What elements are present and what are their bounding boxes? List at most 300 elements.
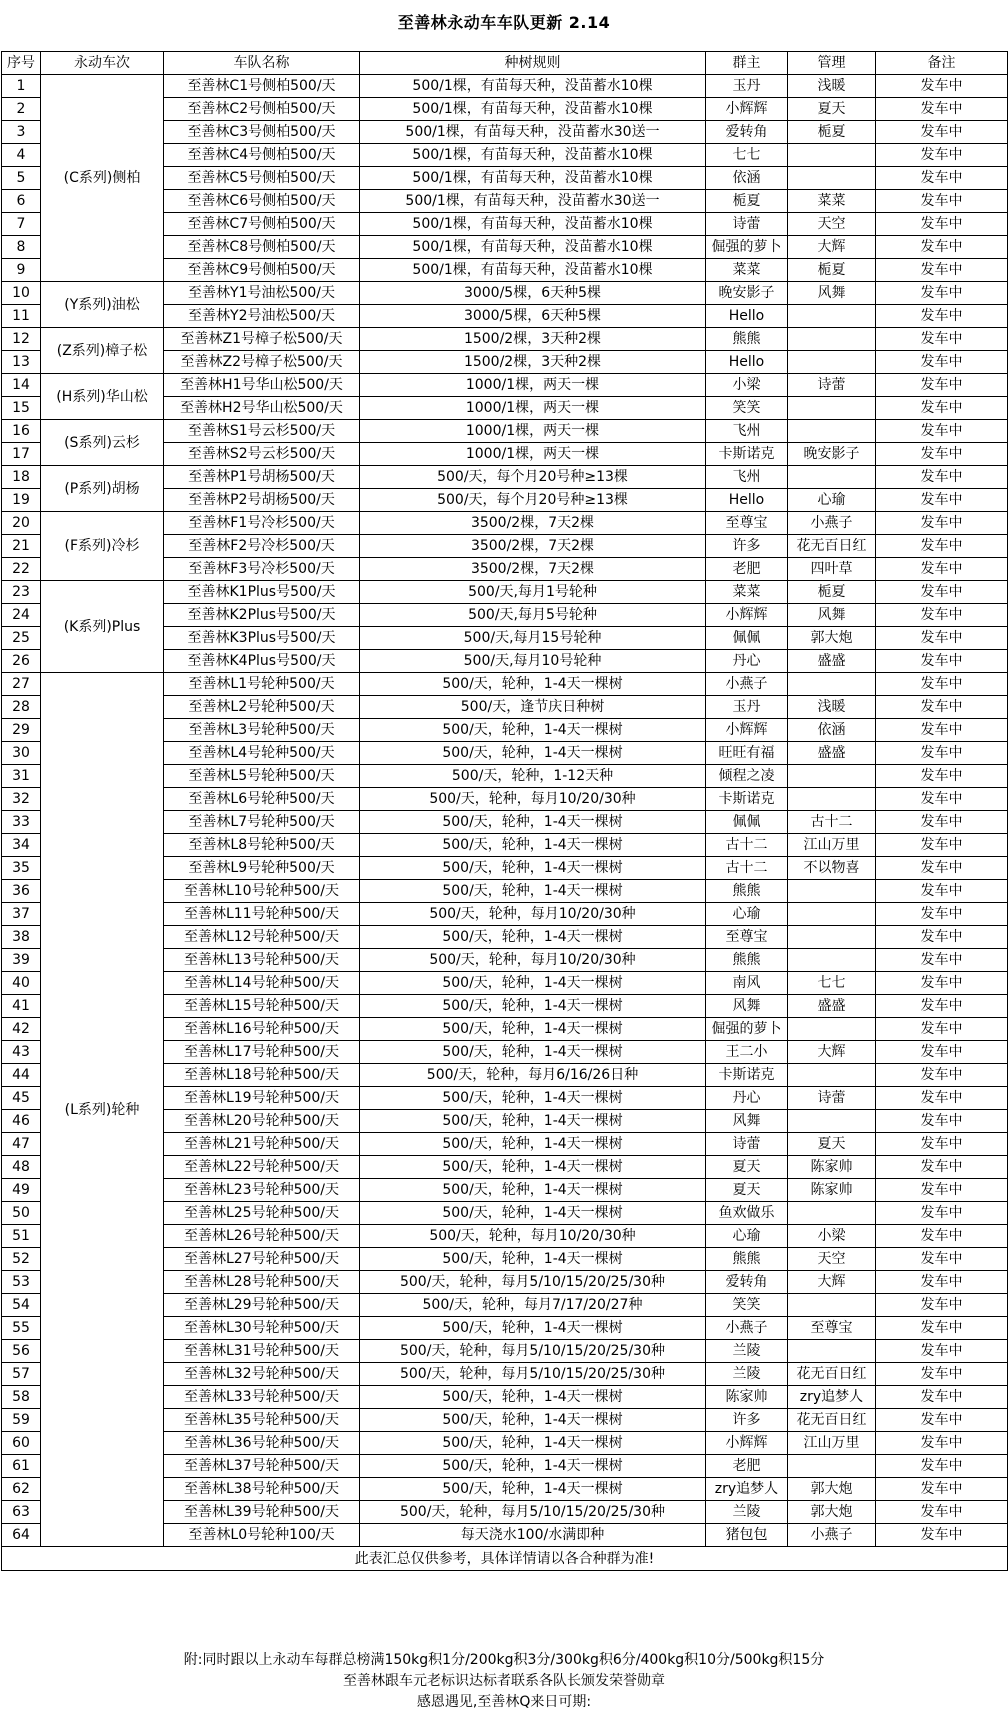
cell-planting-rule: 500/天,每月15号轮种 (360, 627, 706, 650)
cell-admin: 七七 (788, 972, 876, 995)
cell-index: 58 (2, 1386, 41, 1409)
table-row (2, 374, 1008, 397)
cell-team-name: 至善林F2号冷杉500/天 (164, 535, 360, 558)
cell-index: 25 (2, 627, 41, 650)
cell-remark: 发车中 (876, 1041, 1008, 1064)
cell-index: 22 (2, 558, 41, 581)
cell-planting-rule: 500/天，轮种，1-4天一棵树 (360, 1110, 706, 1133)
cell-group-owner: 心瑜 (706, 1225, 788, 1248)
cell-team-name: 至善林L31号轮种500/天 (164, 1340, 360, 1363)
cell-remark: 发车中 (876, 880, 1008, 903)
cell-index: 29 (2, 719, 41, 742)
cell-admin (788, 788, 876, 811)
cell-admin: 大辉 (788, 1041, 876, 1064)
cell-team-name: 至善林C5号侧柏500/天 (164, 167, 360, 190)
cell-team-name: 至善林L10号轮种500/天 (164, 880, 360, 903)
cell-remark: 发车中 (876, 1478, 1008, 1501)
cell-team-name: 至善林Z2号樟子松500/天 (164, 351, 360, 374)
cell-group-owner: 熊熊 (706, 880, 788, 903)
cell-group-owner: 至尊宝 (706, 926, 788, 949)
cell-admin: 天空 (788, 213, 876, 236)
cell-group-owner: 小辉辉 (706, 719, 788, 742)
cell-index: 53 (2, 1271, 41, 1294)
cell-team-name: 至善林L32号轮种500/天 (164, 1363, 360, 1386)
cell-admin: 陈家帅 (788, 1179, 876, 1202)
cell-index: 34 (2, 834, 41, 857)
cell-team-name: 至善林L5号轮种500/天 (164, 765, 360, 788)
cell-admin (788, 1202, 876, 1225)
cell-remark: 发车中 (876, 1133, 1008, 1156)
cell-remark: 发车中 (876, 374, 1008, 397)
cell-index: 1 (2, 75, 41, 98)
cell-remark: 发车中 (876, 1110, 1008, 1133)
cell-group-owner: 风舞 (706, 1110, 788, 1133)
cell-admin: 花无百日红 (788, 1409, 876, 1432)
cell-group-owner: 卡斯诺克 (706, 788, 788, 811)
cell-group-owner: 风舞 (706, 995, 788, 1018)
cell-group-owner: 丹心 (706, 650, 788, 673)
cell-planting-rule: 500/1棵，有苗每天种，没苗蓄水10棵 (360, 98, 706, 121)
cell-planting-rule: 500/天，轮种，每月7/17/20/27种 (360, 1294, 706, 1317)
cell-remark: 发车中 (876, 1156, 1008, 1179)
cell-team-name: 至善林L22号轮种500/天 (164, 1156, 360, 1179)
cell-group-owner: zry追梦人 (706, 1478, 788, 1501)
cell-index: 13 (2, 351, 41, 374)
cell-index: 15 (2, 397, 41, 420)
cell-admin: 栀夏 (788, 121, 876, 144)
cell-team-name: 至善林C7号侧柏500/天 (164, 213, 360, 236)
cell-index: 42 (2, 1018, 41, 1041)
table-row (2, 282, 1008, 305)
cell-series-group: (F系列)冷杉 (41, 512, 164, 581)
cell-admin: 小梁 (788, 1225, 876, 1248)
cell-team-name: 至善林L15号轮种500/天 (164, 995, 360, 1018)
cell-remark: 发车中 (876, 949, 1008, 972)
header-row (2, 52, 1008, 75)
cell-admin: 盛盛 (788, 995, 876, 1018)
cell-planting-rule: 500/天，轮种，1-4天一棵树 (360, 926, 706, 949)
cell-group-owner: 爱转角 (706, 1271, 788, 1294)
cell-remark: 发车中 (876, 1317, 1008, 1340)
cell-remark: 发车中 (876, 1248, 1008, 1271)
cell-group-owner: 佩佩 (706, 627, 788, 650)
cell-admin (788, 351, 876, 374)
cell-remark: 发车中 (876, 489, 1008, 512)
cell-group-owner: 依涵 (706, 167, 788, 190)
cell-admin: zry追梦人 (788, 1386, 876, 1409)
cell-admin: 菜菜 (788, 190, 876, 213)
cell-remark: 发车中 (876, 282, 1008, 305)
cell-remark: 发车中 (876, 765, 1008, 788)
cell-admin (788, 1018, 876, 1041)
cell-team-name: 至善林L16号轮种500/天 (164, 1018, 360, 1041)
cell-group-owner: Hello (706, 351, 788, 374)
cell-admin (788, 949, 876, 972)
cell-admin (788, 305, 876, 328)
cell-admin (788, 144, 876, 167)
cell-index: 62 (2, 1478, 41, 1501)
cell-team-name: 至善林L3号轮种500/天 (164, 719, 360, 742)
cell-remark: 发车中 (876, 1409, 1008, 1432)
cell-index: 61 (2, 1455, 41, 1478)
cell-group-owner: 笑笑 (706, 1294, 788, 1317)
cell-team-name: 至善林L20号轮种500/天 (164, 1110, 360, 1133)
cell-team-name: 至善林L17号轮种500/天 (164, 1041, 360, 1064)
cell-admin (788, 903, 876, 926)
cell-planting-rule: 500/天，轮种，1-4天一棵树 (360, 1202, 706, 1225)
cell-planting-rule: 500/天，轮种，1-4天一棵树 (360, 673, 706, 696)
cell-group-owner: 玉丹 (706, 75, 788, 98)
cell-planting-rule: 500/天，轮种，1-4天一棵树 (360, 1041, 706, 1064)
cell-planting-rule: 3000/5棵，6天种5棵 (360, 305, 706, 328)
cell-index: 10 (2, 282, 41, 305)
cell-admin: 浅暖 (788, 696, 876, 719)
cell-team-name: 至善林L23号轮种500/天 (164, 1179, 360, 1202)
cell-planting-rule: 500/天，轮种，1-4天一棵树 (360, 1087, 706, 1110)
cell-group-owner: 倔强的萝卜 (706, 1018, 788, 1041)
page-title: 至善林永动车车队更新 2.14 (397, 13, 611, 32)
cell-index: 35 (2, 857, 41, 880)
cell-admin: 天空 (788, 1248, 876, 1271)
cell-team-name: 至善林L1号轮种500/天 (164, 673, 360, 696)
cell-index: 9 (2, 259, 41, 282)
header-planting-rule: 种树规则 (360, 52, 706, 75)
cell-group-owner: 小梁 (706, 374, 788, 397)
cell-planting-rule: 500/天，逢节庆日种树 (360, 696, 706, 719)
table-body (2, 75, 1008, 1547)
cell-admin: 风舞 (788, 282, 876, 305)
cell-index: 19 (2, 489, 41, 512)
cell-remark: 发车中 (876, 972, 1008, 995)
cell-admin (788, 926, 876, 949)
cell-index: 50 (2, 1202, 41, 1225)
cell-remark: 发车中 (876, 1018, 1008, 1041)
cell-remark: 发车中 (876, 1087, 1008, 1110)
cell-remark: 发车中 (876, 305, 1008, 328)
cell-planting-rule: 3500/2棵，7天2棵 (360, 512, 706, 535)
cell-series-group: (L系列)轮种 (41, 673, 164, 1547)
cell-admin: 盛盛 (788, 650, 876, 673)
cell-admin: 花无百日红 (788, 535, 876, 558)
cell-remark: 发车中 (876, 397, 1008, 420)
cell-remark: 发车中 (876, 903, 1008, 926)
table-row (2, 466, 1008, 489)
cell-team-name: 至善林L35号轮种500/天 (164, 1409, 360, 1432)
cell-remark: 发车中 (876, 144, 1008, 167)
cell-team-name: 至善林L29号轮种500/天 (164, 1294, 360, 1317)
cell-index: 21 (2, 535, 41, 558)
cell-group-owner: 陈家帅 (706, 1386, 788, 1409)
cell-group-owner: 小辉辉 (706, 98, 788, 121)
cell-planting-rule: 500/1棵，有苗每天种，没苗蓄水10棵 (360, 236, 706, 259)
table-footnote: 此表汇总仅供参考，具体详情请以各合种群为准! (2, 1547, 1008, 1571)
cell-group-owner: 熊熊 (706, 1248, 788, 1271)
cell-index: 6 (2, 190, 41, 213)
cell-remark: 发车中 (876, 167, 1008, 190)
cell-group-owner: Hello (706, 305, 788, 328)
cell-team-name: 至善林L26号轮种500/天 (164, 1225, 360, 1248)
cell-index: 46 (2, 1110, 41, 1133)
cell-index: 59 (2, 1409, 41, 1432)
cell-group-owner: 佩佩 (706, 811, 788, 834)
header-index: 序号 (2, 52, 41, 75)
cell-index: 51 (2, 1225, 41, 1248)
cell-planting-rule: 500/天,每月5号轮种 (360, 604, 706, 627)
cell-index: 54 (2, 1294, 41, 1317)
cell-admin (788, 397, 876, 420)
cell-team-name: 至善林H1号华山松500/天 (164, 374, 360, 397)
footnote-row (2, 1547, 1008, 1571)
cell-series-group: (Z系列)樟子松 (41, 328, 164, 374)
cell-admin: 盛盛 (788, 742, 876, 765)
cell-admin: 诗蕾 (788, 374, 876, 397)
cell-index: 26 (2, 650, 41, 673)
cell-index: 39 (2, 949, 41, 972)
cell-planting-rule: 500/1棵，有苗每天种，没苗蓄水10棵 (360, 167, 706, 190)
cell-admin (788, 167, 876, 190)
cell-planting-rule: 500/天，轮种，1-4天一棵树 (360, 1409, 706, 1432)
cell-team-name: 至善林L28号轮种500/天 (164, 1271, 360, 1294)
cell-remark: 发车中 (876, 1064, 1008, 1087)
cell-planting-rule: 500/天，轮种，1-4天一棵树 (360, 1317, 706, 1340)
cell-planting-rule: 500/天，轮种，每月5/10/15/20/25/30种 (360, 1340, 706, 1363)
cell-planting-rule: 500/天，轮种，1-4天一棵树 (360, 811, 706, 834)
cell-planting-rule: 500/天，轮种，1-4天一棵树 (360, 719, 706, 742)
cell-remark: 发车中 (876, 1524, 1008, 1547)
cell-remark: 发车中 (876, 650, 1008, 673)
cell-remark: 发车中 (876, 1501, 1008, 1524)
cell-admin (788, 1340, 876, 1363)
cell-planting-rule: 1000/1棵，两天一棵 (360, 374, 706, 397)
cell-remark: 发车中 (876, 811, 1008, 834)
cell-group-owner: 王二小 (706, 1041, 788, 1064)
cell-group-owner: 夏天 (706, 1156, 788, 1179)
cell-group-owner: 许多 (706, 535, 788, 558)
cell-team-name: 至善林L2号轮种500/天 (164, 696, 360, 719)
cell-group-owner: 老肥 (706, 558, 788, 581)
cell-admin: 栀夏 (788, 581, 876, 604)
cell-admin: 小燕子 (788, 512, 876, 535)
cell-planting-rule: 500/天，轮种，每月5/10/15/20/25/30种 (360, 1363, 706, 1386)
cell-admin (788, 1064, 876, 1087)
cell-group-owner: 兰陵 (706, 1363, 788, 1386)
cell-group-owner: 卡斯诺克 (706, 1064, 788, 1087)
cell-team-name: 至善林H2号华山松500/天 (164, 397, 360, 420)
cell-remark: 发车中 (876, 742, 1008, 765)
cell-group-owner: 旺旺有福 (706, 742, 788, 765)
cell-index: 36 (2, 880, 41, 903)
cell-remark: 发车中 (876, 351, 1008, 374)
cell-index: 37 (2, 903, 41, 926)
cell-series-group: (H系列)华山松 (41, 374, 164, 420)
cell-team-name: 至善林C3号侧柏500/天 (164, 121, 360, 144)
cell-planting-rule: 500/天，轮种，1-4天一棵树 (360, 880, 706, 903)
cell-planting-rule: 500/1棵，有苗每天种，没苗蓄水30送一 (360, 190, 706, 213)
cell-index: 8 (2, 236, 41, 259)
cell-admin: 风舞 (788, 604, 876, 627)
cell-admin: 花无百日红 (788, 1363, 876, 1386)
cell-index: 45 (2, 1087, 41, 1110)
cell-planting-rule: 1000/1棵，两天一棵 (360, 420, 706, 443)
cell-index: 5 (2, 167, 41, 190)
cell-team-name: 至善林L8号轮种500/天 (164, 834, 360, 857)
cell-index: 40 (2, 972, 41, 995)
cell-index: 2 (2, 98, 41, 121)
cell-series-group: (Y系列)油松 (41, 282, 164, 328)
cell-team-name: 至善林P1号胡杨500/天 (164, 466, 360, 489)
cell-team-name: 至善林C1号侧柏500/天 (164, 75, 360, 98)
header-team-name: 车队名称 (164, 52, 360, 75)
cell-planting-rule: 1000/1棵，两天一棵 (360, 443, 706, 466)
table-row (2, 420, 1008, 443)
cell-admin: 陈家帅 (788, 1156, 876, 1179)
cell-admin: 古十二 (788, 811, 876, 834)
cell-team-name: 至善林L19号轮种500/天 (164, 1087, 360, 1110)
cell-admin (788, 420, 876, 443)
cell-admin: 夏天 (788, 98, 876, 121)
cell-team-name: 至善林F3号冷杉500/天 (164, 558, 360, 581)
cell-team-name: 至善林L6号轮种500/天 (164, 788, 360, 811)
cell-planting-rule: 1000/1棵，两天一棵 (360, 397, 706, 420)
cell-planting-rule: 500/天，轮种，1-12天种 (360, 765, 706, 788)
cell-planting-rule: 3500/2棵，7天2棵 (360, 535, 706, 558)
cell-series-group: (K系列)Plus (41, 581, 164, 673)
cell-index: 38 (2, 926, 41, 949)
cell-index: 41 (2, 995, 41, 1018)
cell-group-owner: 老肥 (706, 1455, 788, 1478)
cell-group-owner: 七七 (706, 144, 788, 167)
cell-remark: 发车中 (876, 75, 1008, 98)
cell-group-owner: 夏天 (706, 1179, 788, 1202)
cell-remark: 发车中 (876, 443, 1008, 466)
cell-team-name: 至善林L13号轮种500/天 (164, 949, 360, 972)
cell-index: 32 (2, 788, 41, 811)
cell-admin: 夏天 (788, 1133, 876, 1156)
cell-team-name: 至善林C6号侧柏500/天 (164, 190, 360, 213)
cell-planting-rule: 500/1棵，有苗每天种，没苗蓄水10棵 (360, 259, 706, 282)
cell-remark: 发车中 (876, 1202, 1008, 1225)
cell-team-name: 至善林Y2号油松500/天 (164, 305, 360, 328)
cell-team-name: 至善林P2号胡杨500/天 (164, 489, 360, 512)
cell-team-name: 至善林F1号冷杉500/天 (164, 512, 360, 535)
cell-planting-rule: 1500/2棵，3天种2棵 (360, 328, 706, 351)
cell-admin: 依涵 (788, 719, 876, 742)
cell-index: 12 (2, 328, 41, 351)
cell-planting-rule: 500/天，轮种，1-4天一棵树 (360, 1455, 706, 1478)
cell-planting-rule: 500/天,每月1号轮种 (360, 581, 706, 604)
cell-group-owner: 小燕子 (706, 673, 788, 696)
cell-team-name: 至善林K1Plus号500/天 (164, 581, 360, 604)
cell-planting-rule: 500/天，轮种，每月10/20/30种 (360, 1225, 706, 1248)
cell-group-owner: 丹心 (706, 1087, 788, 1110)
cell-team-name: 至善林L0号轮种100/天 (164, 1524, 360, 1547)
cell-index: 18 (2, 466, 41, 489)
cell-index: 56 (2, 1340, 41, 1363)
fleet-table (1, 51, 1008, 1571)
cell-admin: 诗蕾 (788, 1087, 876, 1110)
cell-admin: 栀夏 (788, 259, 876, 282)
cell-remark: 发车中 (876, 466, 1008, 489)
cell-remark: 发车中 (876, 558, 1008, 581)
cell-team-name: 至善林C4号侧柏500/天 (164, 144, 360, 167)
cell-index: 20 (2, 512, 41, 535)
cell-team-name: 至善林L37号轮种500/天 (164, 1455, 360, 1478)
cell-remark: 发车中 (876, 535, 1008, 558)
cell-remark: 发车中 (876, 213, 1008, 236)
cell-admin: 不以物喜 (788, 857, 876, 880)
cell-team-name: 至善林C8号侧柏500/天 (164, 236, 360, 259)
cell-group-owner: 倔强的萝卜 (706, 236, 788, 259)
cell-team-name: 至善林L9号轮种500/天 (164, 857, 360, 880)
cell-team-name: 至善林Z1号樟子松500/天 (164, 328, 360, 351)
cell-planting-rule: 500/天，轮种，1-4天一棵树 (360, 1179, 706, 1202)
cell-planting-rule: 500/1棵，有苗每天种，没苗蓄水30送一 (360, 121, 706, 144)
cell-group-owner: 玉丹 (706, 696, 788, 719)
cell-group-owner: 卡斯诺克 (706, 443, 788, 466)
cell-admin: 江山万里 (788, 1432, 876, 1455)
note-line: 感恩遇见,至善林Q来日可期: (416, 1694, 592, 1710)
cell-team-name: 至善林L4号轮种500/天 (164, 742, 360, 765)
cell-planting-rule: 500/天，轮种，1-4天一棵树 (360, 1156, 706, 1179)
cell-planting-rule: 500/1棵，有苗每天种，没苗蓄水10棵 (360, 213, 706, 236)
cell-team-name: 至善林L36号轮种500/天 (164, 1432, 360, 1455)
cell-team-name: 至善林L18号轮种500/天 (164, 1064, 360, 1087)
cell-team-name: 至善林L25号轮种500/天 (164, 1202, 360, 1225)
cell-team-name: 至善林K3Plus号500/天 (164, 627, 360, 650)
cell-team-name: 至善林L30号轮种500/天 (164, 1317, 360, 1340)
cell-planting-rule: 每天浇水100/水满即种 (360, 1524, 706, 1547)
cell-team-name: 至善林L11号轮种500/天 (164, 903, 360, 926)
cell-remark: 发车中 (876, 259, 1008, 282)
table-row (2, 75, 1008, 98)
table-row (2, 581, 1008, 604)
cell-remark: 发车中 (876, 512, 1008, 535)
cell-index: 49 (2, 1179, 41, 1202)
note-line: 附:同时跟以上永动车每群总榜满150kg积1分/200kg积3分/300kg积6分/400kg积10分/500kg积15分 (183, 1652, 825, 1668)
header-remark: 备注 (876, 52, 1008, 75)
cell-admin: 江山万里 (788, 834, 876, 857)
cell-remark: 发车中 (876, 98, 1008, 121)
cell-team-name: 至善林K2Plus号500/天 (164, 604, 360, 627)
cell-group-owner: 熊熊 (706, 949, 788, 972)
cell-index: 31 (2, 765, 41, 788)
cell-remark: 发车中 (876, 926, 1008, 949)
cell-group-owner: 诗蕾 (706, 213, 788, 236)
cell-index: 52 (2, 1248, 41, 1271)
cell-group-owner: 爱转角 (706, 121, 788, 144)
cell-team-name: 至善林L12号轮种500/天 (164, 926, 360, 949)
cell-group-owner: 兰陵 (706, 1340, 788, 1363)
cell-series-group: (C系列)侧柏 (41, 75, 164, 282)
cell-team-name: 至善林L27号轮种500/天 (164, 1248, 360, 1271)
cell-remark: 发车中 (876, 1294, 1008, 1317)
cell-planting-rule: 1500/2棵，3天种2棵 (360, 351, 706, 374)
cell-remark: 发车中 (876, 1386, 1008, 1409)
cell-admin: 郭大炮 (788, 1478, 876, 1501)
notes-block (0, 1650, 1008, 1713)
cell-remark: 发车中 (876, 673, 1008, 696)
cell-remark: 发车中 (876, 627, 1008, 650)
cell-planting-rule: 500/天，轮种，每月10/20/30种 (360, 788, 706, 811)
cell-index: 63 (2, 1501, 41, 1524)
cell-group-owner: 笑笑 (706, 397, 788, 420)
cell-planting-rule: 500/天，轮种，1-4天一棵树 (360, 1432, 706, 1455)
cell-group-owner: 晚安影子 (706, 282, 788, 305)
cell-index: 16 (2, 420, 41, 443)
cell-remark: 发车中 (876, 1455, 1008, 1478)
cell-admin: 郭大炮 (788, 627, 876, 650)
cell-index: 14 (2, 374, 41, 397)
